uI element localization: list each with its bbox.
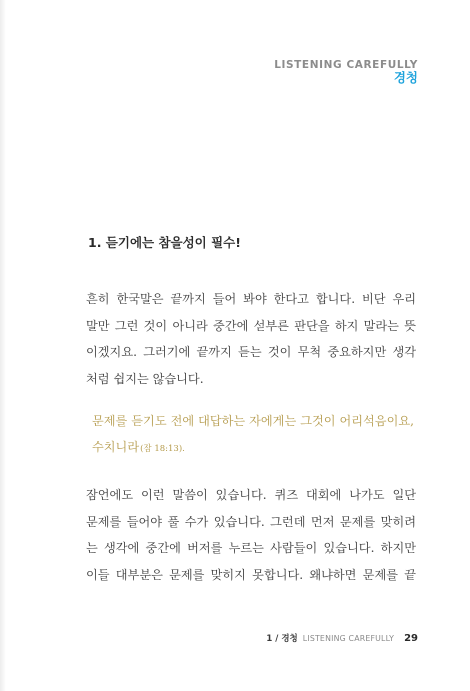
paragraph-2-line: 잠언에도 이런 말씀이 있습니다. 퀴즈 대회에 나가도 일단 — [86, 488, 416, 502]
running-head — [274, 59, 418, 85]
paragraph-2-line: 이들 대부분은 문제를 맞히지 못합니다. 왜냐하면 문제를 끝 — [86, 567, 416, 582]
section-heading: 1. 듣기에는 참을성이 필수! — [88, 235, 241, 250]
quote-line-1: 문제를 듣기도 전에 대답하는 자에게는 그것이 어리석음이요, — [92, 414, 414, 428]
quote-line-2 — [92, 434, 414, 462]
footer-korean-title: 경청 — [281, 634, 298, 644]
paragraph-2-line: 문제를 들어야 풀 수가 있습니다. 그런데 먼저 문제를 맞히려 — [86, 514, 416, 529]
paragraph-2-line: 는 생각에 중간에 버저를 누르는 사람들이 있습니다. 하지만 — [86, 541, 416, 555]
page-footer — [266, 632, 418, 644]
paragraph-1-line: 흔히 한국말은 끝까지 들어 봐야 한다고 합니다. 비단 우리 — [86, 292, 416, 306]
running-head-korean: 경청 — [393, 70, 418, 86]
scripture-quote — [92, 408, 414, 462]
body-paragraph-1 — [86, 286, 416, 392]
page-gutter-shadow — [0, 0, 6, 691]
footer-separator: / — [275, 634, 279, 644]
page-number: 29 — [404, 633, 418, 644]
body-paragraph-2 — [86, 482, 416, 588]
footer-chapter-number: 1 — [266, 634, 273, 644]
paragraph-1-line: 처럼 쉽지는 않습니다. — [86, 371, 204, 386]
running-head-english: LISTENING CAREFULLY — [274, 59, 418, 71]
paragraph-1-line: 말만 그런 것이 아니라 중간에 섣부른 판단을 하지 말라는 뜻 — [86, 318, 416, 333]
quote-reference: (잠 18:13). — [140, 444, 185, 454]
footer-english-title: LISTENING CAREFULLY — [302, 634, 395, 643]
paragraph-1-line: 이겠지요. 그러기에 끝까지 듣는 것이 무척 중요하지만 생각 — [86, 345, 416, 359]
quote-text: 수치니라 — [92, 440, 140, 454]
